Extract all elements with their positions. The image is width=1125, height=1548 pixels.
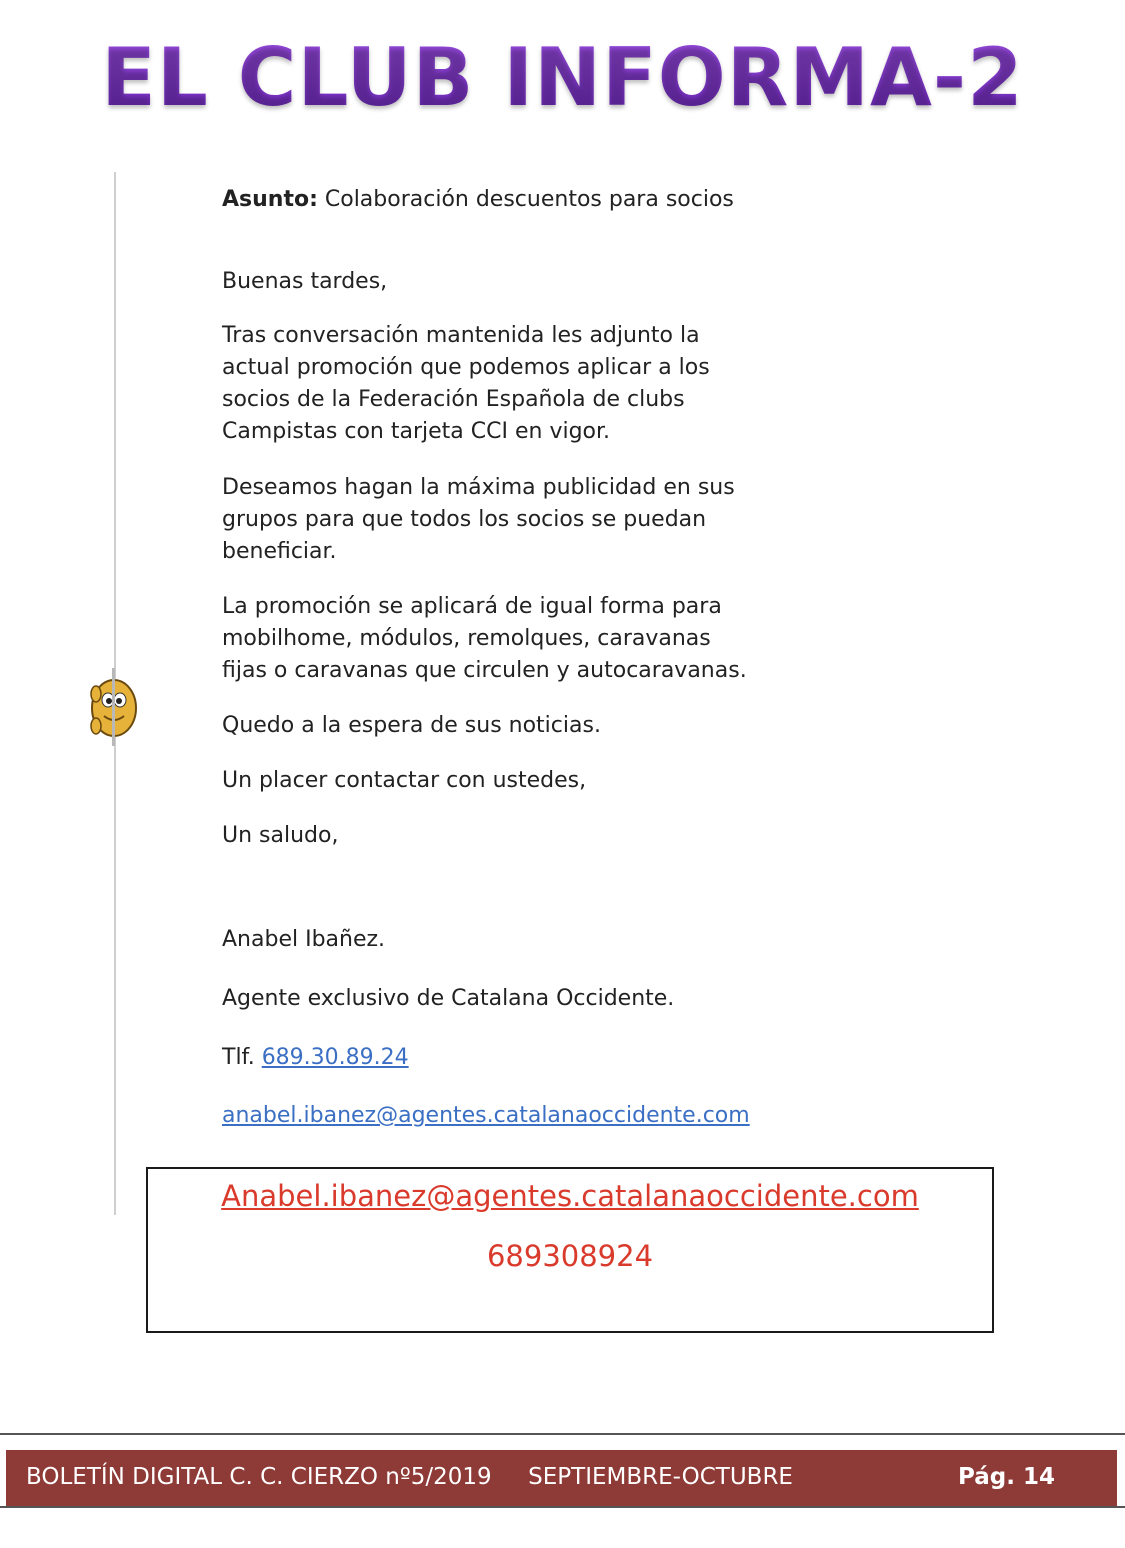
contact-email-link[interactable]: Anabel.ibanez@agentes.catalanaoccidente.com — [221, 1179, 919, 1213]
email-paragraph-line: mobilhome, módulos, remolques, caravanas — [222, 626, 711, 651]
contact-box — [146, 1167, 994, 1333]
peeking-character-icon — [86, 664, 140, 750]
footer-divider-bottom — [0, 1506, 1125, 1508]
email-paragraph-line: Tras conversación mantenida les adjunto la — [222, 323, 700, 348]
email-link[interactable]: anabel.ibanez@agentes.catalanaoccidente.com — [222, 1103, 750, 1128]
signature-role: Agente exclusivo de Catalana Occidente. — [222, 986, 675, 1011]
email-subject-line — [222, 184, 862, 216]
email-paragraph-line: grupos para que todos los socios se puedan — [222, 507, 707, 532]
subject-label: Asunto: — [222, 187, 318, 212]
email-line-wait: Quedo a la espera de sus noticias. — [222, 713, 601, 738]
email-paragraph-line: La promoción se aplicará de igual forma para — [222, 594, 722, 619]
page-title: EL CLUB INFORMA-2 — [0, 28, 1125, 128]
phone-label: Tlf. — [222, 1045, 262, 1070]
email-paragraph-line: actual promoción que podemos aplicar a los — [222, 355, 710, 380]
email-paragraph-line: beneficiar. — [222, 539, 337, 564]
footer-page-number: Pág. 14 — [958, 1464, 1055, 1490]
email-line-regards: Un saludo, — [222, 823, 339, 848]
email-line-pleasure: Un placer contactar con ustedes, — [222, 768, 587, 793]
signature-phone-line — [222, 1042, 862, 1074]
email-paragraph-line: fijas o caravanas que circulen y autocaravanas. — [222, 658, 747, 683]
footer-divider-top — [0, 1433, 1125, 1435]
footer-bar — [6, 1450, 1117, 1506]
email-paragraph-line: Campistas con tarjeta CCI en vigor. — [222, 419, 611, 444]
subject-text: Colaboración descuentos para socios — [317, 187, 734, 212]
email-paragraph-line: Deseamos hagan la máxima publicidad en sus — [222, 475, 735, 500]
contact-phone: 689308924 — [486, 1239, 654, 1273]
phone-link[interactable]: 689.30.89.24 — [261, 1045, 409, 1070]
footer-publication: BOLETÍN DIGITAL C. C. CIERZO nº5/2019 SEPTIEMBRE-OCTUBRE — [26, 1464, 793, 1490]
email-paragraph-line: socios de la Federación Española de clubs — [222, 387, 685, 412]
signature-email-line — [222, 1100, 862, 1132]
email-greeting: Buenas tardes, — [222, 269, 388, 294]
signature-name: Anabel Ibañez. — [222, 927, 386, 952]
